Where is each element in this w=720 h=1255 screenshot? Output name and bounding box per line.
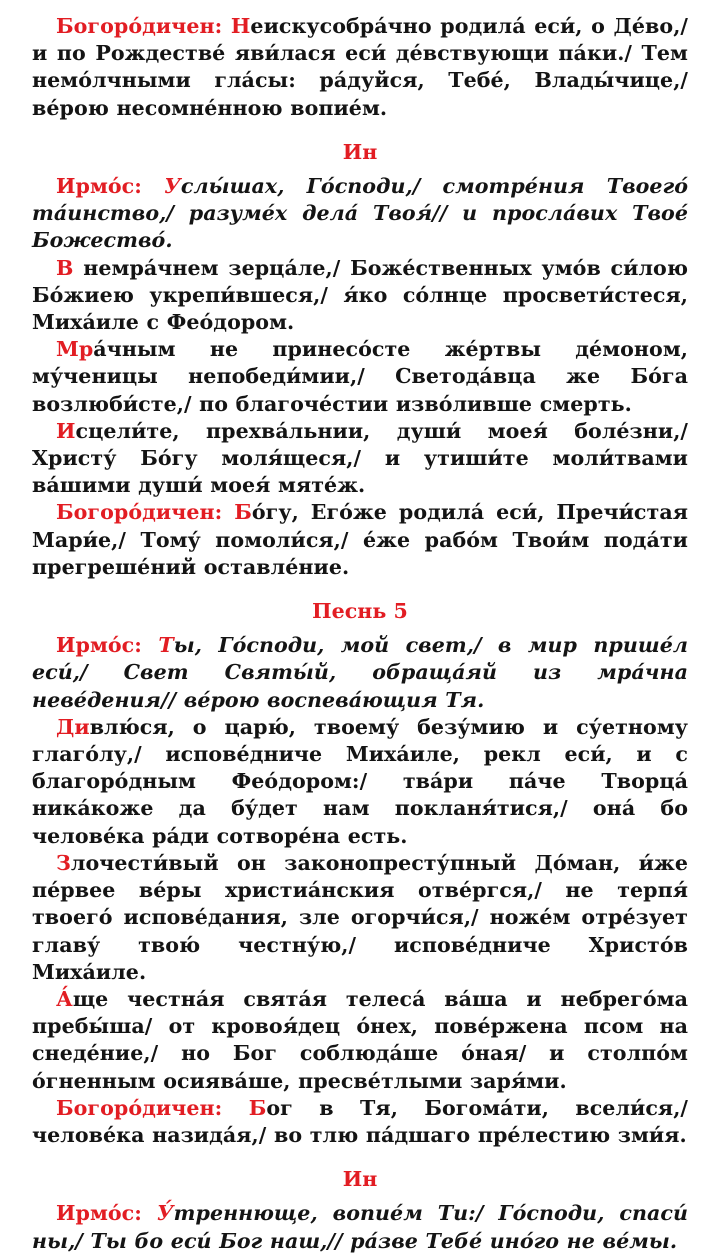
troparion-paragraph (32, 986, 688, 1095)
irmos-label: Ирмо́с: (56, 633, 159, 658)
drop-letter: У (164, 174, 181, 199)
paragraph-text: ы, Го́споди, мой свет,/ в мир прише́л еси́,/ Свет Святы́й, обраща́яй из мра́чна неве́дения// ве́рою воспева́ющия Тя. (32, 633, 689, 712)
drop-letter: Б (248, 1095, 267, 1120)
paragraph-text: а́чным не принесо́сте же́ртвы де́моном, му́ченицы непобеди́мии,/ Светода́вца же Бо́га возлюби́сте,/ по благоче́стии изво́ливше смерть. (32, 337, 688, 416)
paragraph-text: влю́ся, о царю́, твоему́ безу́мию и су́етному глаго́лу,/ испове́дниче Миха́иле, рекл еси́, и с благоро́дным Фео́дором:/ тва́ри па́че Творца́ ника́коже да бу́дет нам покланя́тися,/ она́ бо челове́ка ра́ди сотворе́на есть. (32, 714, 688, 848)
section-heading-in: Ин (342, 139, 378, 164)
paragraph-text: лочести́вый он законопресту́пный До́ман, и́же пе́рвее ве́ры христиа́нския отве́ргся,/ не терпя́ твоего́ испове́дания, зле огорчи́ся,/ ноже́м отре́зует главу́ твою́ честну́ю,/ испове́дниче Христо́в Миха́иле. (32, 850, 688, 984)
theotokion-paragraph (32, 1095, 688, 1149)
irmos-paragraph (32, 173, 688, 255)
troparion-paragraph (32, 255, 688, 337)
paragraph-text: треннюще, вопие́м Ти:/ Го́споди, спаси́ ны,/ Ты бо еси́ Бог наш,// ра́зве Тебе́ ино́го не ве́мы. (32, 1201, 688, 1253)
troparion-paragraph (32, 418, 688, 500)
irmos-paragraph (32, 632, 688, 714)
drop-letter: Б (234, 500, 252, 525)
theotokion-label: Богоро́дичен: (56, 500, 235, 525)
irmos-label: Ирмо́с: (56, 174, 165, 199)
irmos-paragraph (32, 1200, 688, 1254)
troparion-paragraph (32, 850, 688, 986)
section-heading-in: Ин (342, 1167, 378, 1192)
drop-letter: И (56, 418, 76, 443)
drop-letter: Н (230, 14, 251, 38)
paragraph-text: слы́шах, Го́споди,/ смотре́ния Твоего́ та́инство,/ разуме́х дела́ Твоя́// и просла́вих Твое́ Божество́. (32, 174, 688, 253)
drop-letter: А́ (56, 986, 73, 1011)
drop-letter: Ди (56, 714, 90, 739)
theotokion-paragraph (32, 499, 688, 581)
drop-letter: З (56, 850, 71, 875)
drop-letter: Мр (56, 337, 94, 362)
paragraph-text: ог в Тя, Богома́ти, всели́ся,/ челове́ка назида́я,/ во тлю па́дшаго пре́лестию зми́я. (32, 1095, 688, 1147)
paragraph-text: еискусобра́чно родила́ еси́, о Де́во,/ и по Рождестве́ яви́лася еси́ де́вствующи па́ки./ Тем немо́лчными гла́сы: ра́дуйся, Тебе́, Влады́чице,/ ве́рою несомне́нною вопие́м. (32, 14, 688, 120)
irmos-label: Ирмо́с: (56, 1201, 157, 1226)
paragraph-text: о́гу, Его́же родила́ еси́, Пречи́стая Мари́е,/ Тому́ помоли́ся,/ е́же рабо́м Твои́м пода́ти прегреше́ний оставле́ние. (32, 500, 688, 579)
section-heading-ode-5: Песнь 5 (312, 599, 408, 624)
theotokion-label: Богоро́дичен: (56, 1095, 249, 1120)
theotokion-label: Богоро́дичен: (56, 14, 231, 38)
paragraph-text: немра́чнем зерца́ле,/ Боже́ственных умо́в си́лою Бо́жиею укрепи́вшеся,/ я́ко со́лнце просвети́стеся, Миха́иле с Фео́дором. (32, 255, 688, 335)
troparion-paragraph (32, 714, 688, 850)
troparion-paragraph (32, 336, 688, 418)
paragraph-text: ще честна́я свята́я телеса́ ва́ша и небрего́ма пребы́ша/ от кровоя́дец о́нех, пове́ржена псом на снеде́ние,/ но Бог соблюда́ше о́ная/ и столпо́м о́гненным осиява́ше, пресве́тлыми заря́ми. (32, 986, 688, 1093)
drop-letter: У́ (156, 1201, 174, 1226)
paragraph-text: сцели́те, прехва́льнии, души́ моея́ боле́зни,/ Христу́ Бо́гу моля́щеся,/ и утиши́те моли́твами ва́шими души́ моея́ мяте́ж. (32, 418, 688, 498)
theotokion-paragraph (32, 13, 688, 122)
drop-letter: Т (158, 633, 174, 658)
drop-letter: В (56, 255, 74, 280)
